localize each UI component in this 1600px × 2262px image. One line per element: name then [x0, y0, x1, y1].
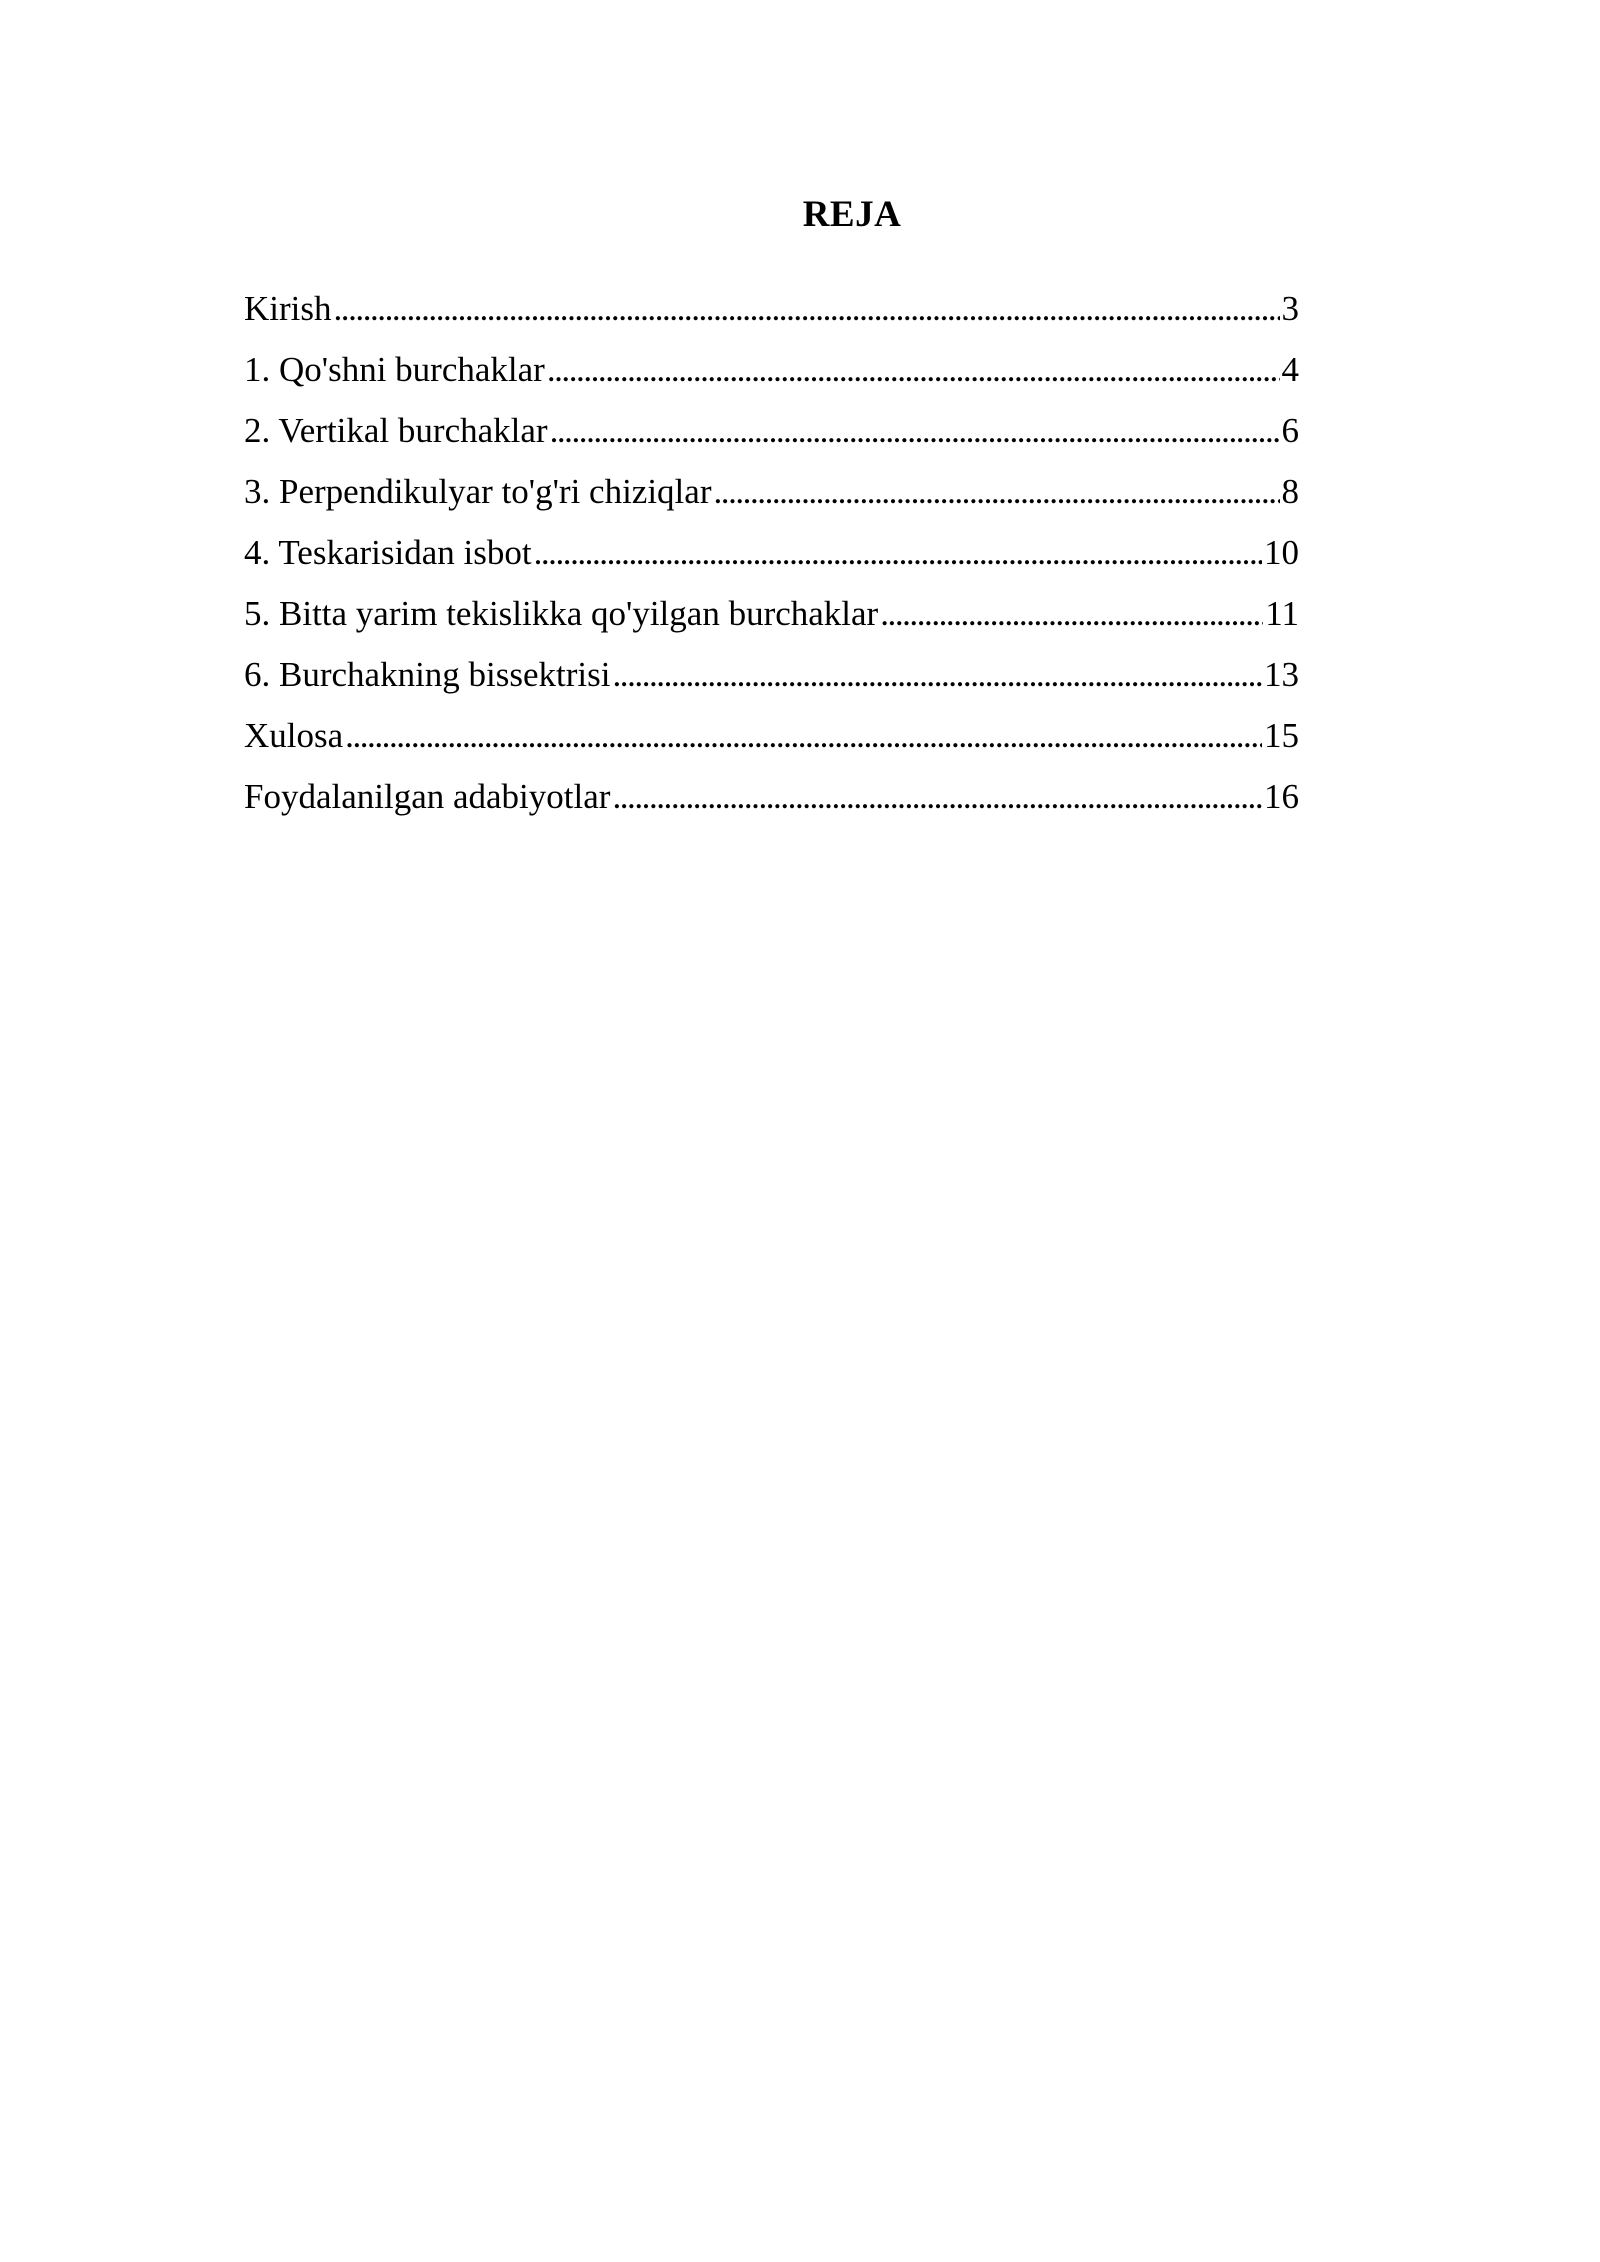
toc-entry-label: Xulosa: [244, 716, 344, 755]
toc-entry: [244, 773, 1299, 834]
toc-entry: [244, 285, 1299, 346]
toc-entry: [244, 651, 1299, 712]
toc-entry-page: 6: [1281, 411, 1299, 450]
toc-entry-label: 5. Bitta yarim tekislikka qo'yilgan burchaklar: [244, 594, 879, 633]
toc-entry-page: 8: [1281, 472, 1299, 511]
toc-entry-label: Kirish: [244, 289, 332, 328]
toc-entry-label: 6. Burchakning bissektrisi: [244, 655, 611, 694]
toc-dot-leader: [345, 712, 1262, 760]
toc-entry-label: 4. Teskarisidan isbot: [244, 533, 532, 572]
toc-dot-leader: [612, 773, 1262, 821]
toc-entry: [244, 712, 1299, 773]
toc-entry-page: 10: [1264, 533, 1299, 572]
toc-dot-leader: [613, 651, 1263, 699]
toc-entry-page: 15: [1264, 716, 1299, 755]
toc-dot-leader: [713, 468, 1279, 516]
toc-entry-page: 16: [1264, 777, 1299, 816]
toc-entry-label: 2. Vertikal burchaklar: [244, 411, 548, 450]
toc-entry: [244, 346, 1299, 407]
toc-entry-page: 3: [1281, 289, 1299, 328]
toc-dot-leader: [880, 590, 1263, 638]
toc-dot-leader: [550, 407, 1280, 455]
toc-entry-label: 1. Qo'shni burchaklar: [244, 350, 545, 389]
toc-entry: [244, 407, 1299, 468]
toc-entry: [244, 590, 1299, 651]
table-of-contents: [244, 285, 1299, 834]
toc-entry-label: 3. Perpendikulyar to'g'ri chiziqlar: [244, 472, 712, 511]
toc-entry-label: Foydalanilgan adabiyotlar: [244, 777, 611, 816]
toc-entry: [244, 529, 1299, 590]
toc-dot-leader: [534, 529, 1262, 577]
toc-entry-page: 13: [1264, 655, 1299, 694]
toc-entry: [244, 468, 1299, 529]
toc-entry-page: 4: [1281, 350, 1299, 389]
toc-entry-page: 11: [1265, 594, 1299, 633]
toc-dot-leader: [547, 346, 1280, 394]
toc-dot-leader: [334, 285, 1280, 333]
page-title: REJA: [802, 194, 902, 235]
